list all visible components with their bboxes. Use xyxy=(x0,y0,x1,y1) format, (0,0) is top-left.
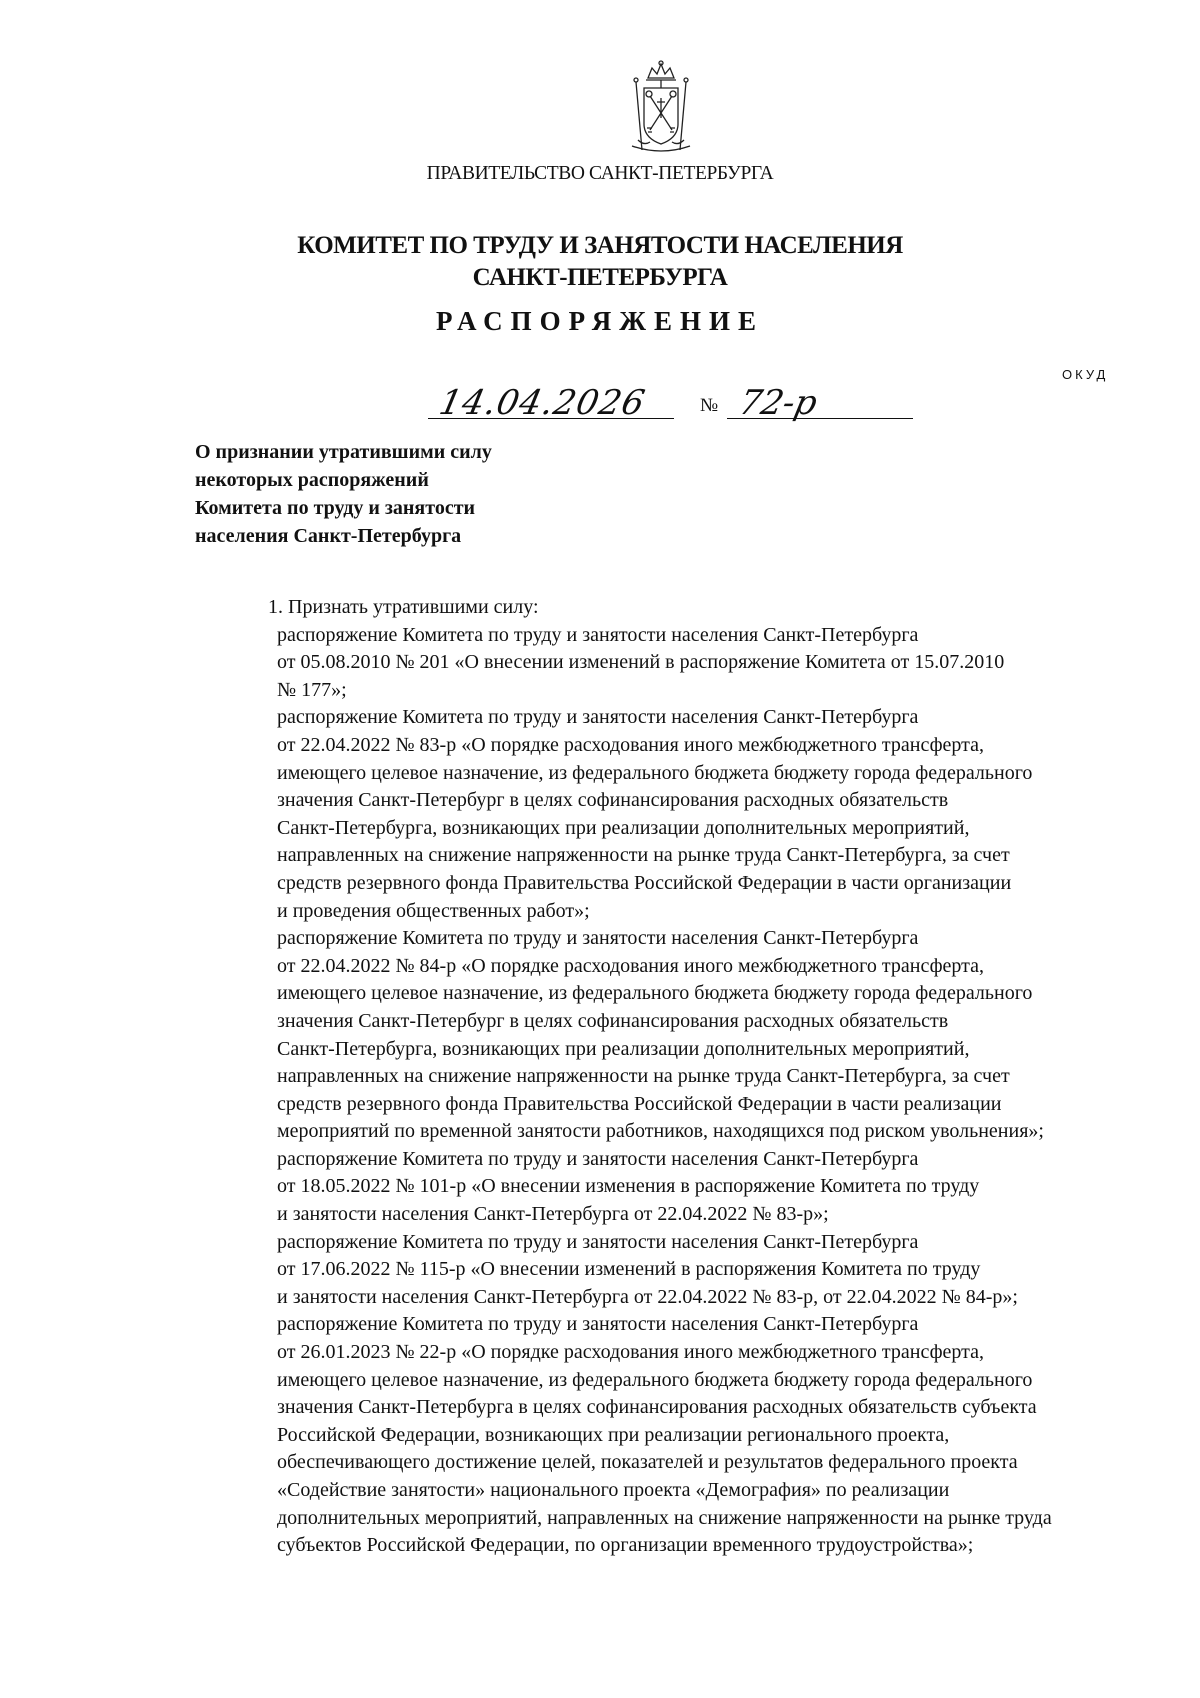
text-line: распоряжение Комитета по труду и занятости населения Санкт-Петербурга xyxy=(277,1230,919,1253)
item-1-heading: 1. Признать утратившими силу: xyxy=(268,596,539,618)
date-underline xyxy=(428,418,674,419)
text-line: значения Санкт-Петербург в целях софинансирования расходных обязательств xyxy=(277,1009,949,1032)
text-line: субъектов Российской Федерации, по организации временного трудоустройства»; xyxy=(277,1534,974,1557)
coat-of-arms-emblem xyxy=(622,58,700,158)
paragraph-order-22 xyxy=(200,1311,1102,1559)
text-line: обеспечивающего достижение целей, показателей и результатов федерального проекта xyxy=(277,1451,1018,1474)
committee-name xyxy=(0,230,1200,294)
text-line: Российской Федерации, возникающих при реализации регионального проекта, xyxy=(277,1423,950,1446)
text-line: и занятости населения Санкт-Петербурга от 22.04.2022 № 83-р, от 22.04.2022 № 84-р»; xyxy=(277,1285,1018,1308)
committee-name-line1: КОМИТЕТ ПО ТРУДУ И ЗАНЯТОСТИ НАСЕЛЕНИЯ xyxy=(297,232,903,259)
text-line: имеющего целевое назначение, из федерального бюджета бюджету города федерального xyxy=(277,1368,1033,1391)
text-line: распоряжение Комитета по труду и занятости населения Санкт-Петербурга xyxy=(277,927,919,950)
text-line: средств резервного фонда Правительства Российской Федерации в части организации xyxy=(277,871,1012,894)
text-line: значения Санкт-Петербурга в целях софинансирования расходных обязательств субъекта xyxy=(277,1396,1037,1419)
text-line: направленных на снижение напряженности на рынке труда Санкт-Петербурга, за счет xyxy=(277,1065,1010,1088)
text-line: средств резервного фонда Правительства Российской Федерации в части реализации xyxy=(277,1092,1002,1115)
text-line: имеющего целевое назначение, из федерального бюджета бюджету города федерального xyxy=(277,761,1033,784)
text-line: значения Санкт-Петербург в целях софинансирования расходных обязательств xyxy=(277,789,949,812)
text-line: № 177»; xyxy=(277,678,347,701)
paragraph-order-84 xyxy=(200,925,1102,1146)
subject-line: некоторых распоряжений xyxy=(195,469,429,491)
number-underline xyxy=(727,418,913,419)
text-line: от 26.01.2023 № 22-р «О порядке расходования иного межбюджетного трансферта, xyxy=(277,1341,985,1364)
paragraph-order-101 xyxy=(200,1146,1102,1229)
subject-line: Комитета по труду и занятости xyxy=(195,497,476,519)
text-line: и занятости населения Санкт-Петербурга от 22.04.2022 № 83-р»; xyxy=(277,1203,829,1226)
text-line: направленных на снижение напряженности на рынке труда Санкт-Петербурга, за счет xyxy=(277,844,1010,867)
subject-line: О признании утратившими силу xyxy=(195,441,492,463)
document-body xyxy=(200,594,1102,1560)
handwritten-number: 72-р xyxy=(735,383,821,423)
text-line: распоряжение Комитета по труду и занятости населения Санкт-Петербурга xyxy=(277,1313,919,1336)
text-line: от 05.08.2010 № 201 «О внесении изменений в распоряжение Комитета от 15.07.2010 xyxy=(277,651,1005,674)
paragraph-order-201 xyxy=(200,622,1102,705)
text-line: распоряжение Комитета по труду и занятости населения Санкт-Петербурга xyxy=(277,623,919,646)
handwritten-date: 14.04.2026 xyxy=(435,383,649,423)
subject-line: населения Санкт-Петербурга xyxy=(195,525,462,547)
text-line: распоряжение Комитета по труду и занятости населения Санкт-Петербурга xyxy=(277,1147,919,1170)
text-line: Санкт-Петербурга, возникающих при реализации дополнительных мероприятий, xyxy=(277,1037,970,1060)
government-name: ПРАВИТЕЛЬСТВО САНКТ-ПЕТЕРБУРГА xyxy=(426,163,774,184)
text-line: дополнительных мероприятий, направленных на снижение напряженности на рынке труда xyxy=(277,1506,1052,1529)
paragraph-order-115 xyxy=(200,1229,1102,1312)
paragraph-order-83 xyxy=(200,704,1102,925)
document-type-title: РАСПОРЯЖЕНИЕ xyxy=(435,306,765,336)
document-subject xyxy=(195,438,492,550)
number-sign: № xyxy=(700,395,719,416)
text-line: Санкт-Петербурга, возникающих при реализации дополнительных мероприятий, xyxy=(277,816,970,839)
text-line: от 22.04.2022 № 84-р «О порядке расходования иного межбюджетного трансферта, xyxy=(277,954,985,977)
text-line: и проведения общественных работ»; xyxy=(277,899,590,922)
committee-name-line2: САНКТ-ПЕТЕРБУРГА xyxy=(472,264,728,291)
text-line: имеющего целевое назначение, из федерального бюджета бюджету города федерального xyxy=(277,982,1033,1005)
text-line: «Содействие занятости» национального проекта «Демография» по реализации xyxy=(277,1479,950,1501)
text-line: распоряжение Комитета по труду и занятости населения Санкт-Петербурга xyxy=(277,706,919,729)
okud-label: ОКУД xyxy=(1062,367,1109,382)
text-line: мероприятий по временной занятости работников, находящихся под риском увольнения»; xyxy=(277,1120,1044,1143)
text-line: от 17.06.2022 № 115-р «О внесении изменений в распоряжения Комитета по труду xyxy=(277,1258,981,1281)
text-line: от 18.05.2022 № 101-р «О внесении изменения в распоряжение Комитета по труду xyxy=(277,1175,980,1198)
text-line: от 22.04.2022 № 83-р «О порядке расходования иного межбюджетного трансферта, xyxy=(277,733,985,756)
